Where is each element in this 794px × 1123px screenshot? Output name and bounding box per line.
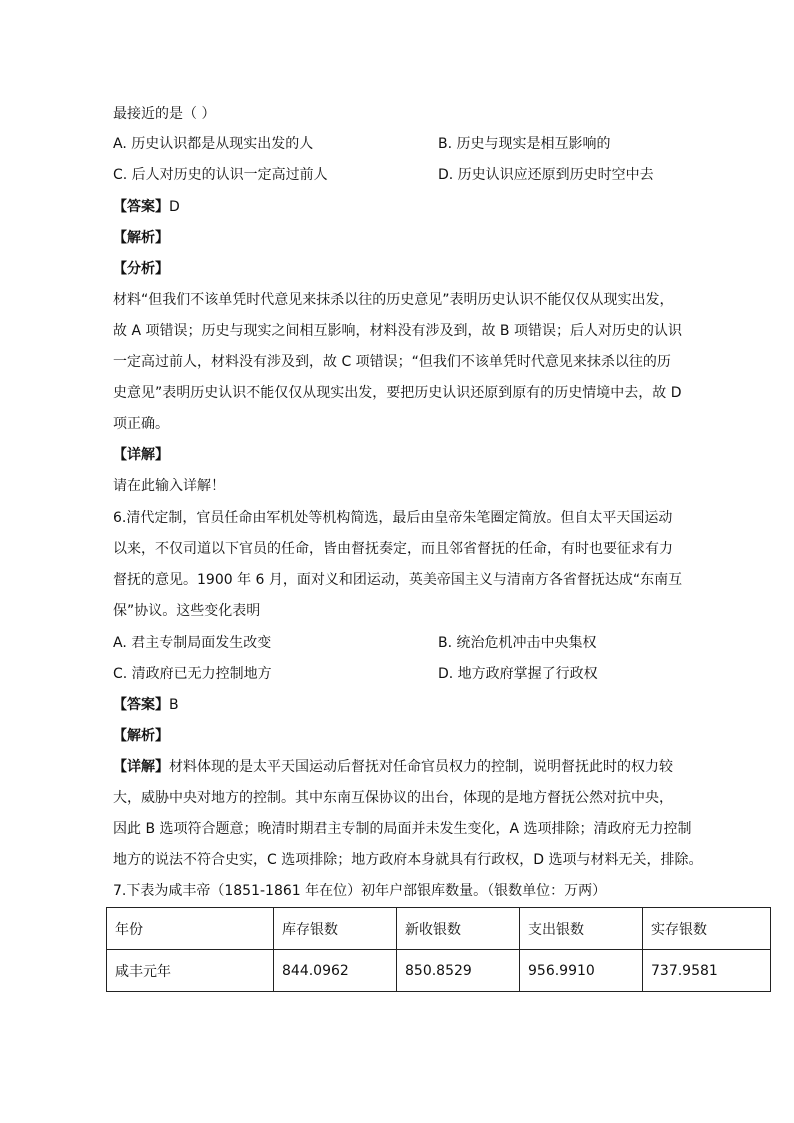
q5-detail-label: 【详解】 — [113, 447, 169, 463]
q5-option-b: B. 历史与现实是相互影响的 — [438, 136, 611, 152]
q6-detail-text: 材料体现的是太平天国运动后督抚对任命官员权力的控制，说明督抚此时的权力较 — [169, 759, 673, 775]
table-header-cell: 支出银数 — [520, 908, 643, 950]
q5-option-d: D. 历史认识应还原到历史时空中去 — [438, 167, 654, 183]
q6-option-c: C. 清政府已无力控制地方 — [113, 666, 272, 682]
q6-detail-line — [113, 757, 673, 777]
table-cell: 956.9910 — [520, 950, 643, 992]
q6-detail-line: 地方的说法不符合史实，C 选项排除；地方政府本身就具有行政权，D 选项与材料无关，排除。 — [113, 852, 703, 868]
table-cell: 737.9581 — [643, 950, 771, 992]
table-cell: 850.8529 — [397, 950, 520, 992]
table-header-cell: 库存银数 — [274, 908, 397, 950]
q5-detail-text: 请在此输入详解！ — [113, 478, 225, 494]
q6-option-a: A. 君主专制局面发生改变 — [113, 635, 272, 651]
q6-detail-label: 【详解】 — [113, 759, 169, 775]
q6-answer-value: B — [169, 697, 179, 713]
q5-fenxi-line: 一定高过前人，材料没有涉及到，故 C 项错误；“但我们不该单凭时代意见来抹杀以往的历 — [113, 354, 671, 370]
q6-detail-line: 大，威胁中央对地方的控制。其中东南互保协议的出台，体现的是地方督抚公然对抗中央， — [113, 790, 673, 806]
q6-option-b: B. 统治危机冲击中央集权 — [438, 635, 597, 651]
table-cell: 咸丰元年 — [107, 950, 274, 992]
q6-analysis-label: 【解析】 — [113, 728, 169, 744]
q5-option-c: C. 后人对历史的认识一定高过前人 — [113, 167, 328, 183]
q5-answer-label: 【答案】 — [113, 199, 169, 215]
q5-answer-value: D — [169, 199, 180, 215]
q6-stem-line: 督抚的意见。1900 年 6 月，面对义和团运动，英美帝国主义与清南方各省督抚达成“东南互 — [113, 572, 683, 588]
q5-fenxi-label: 【分析】 — [113, 261, 169, 277]
q6-option-d: D. 地方政府掌握了行政权 — [438, 666, 598, 682]
q6-stem-line: 以来，不仅司道以下官员的任命，皆由督抚奏定，而且邻省督抚的任命，有时也要征求有力 — [113, 541, 673, 557]
table-header-cell: 年份 — [107, 908, 274, 950]
silver-treasury-table — [106, 907, 771, 992]
q6-stem-line: 6.清代定制，官员任命由军机处等机构简选，最后由皇帝朱笔圈定简放。但自太平天国运动 — [113, 510, 673, 526]
q5-fenxi-line: 材料“但我们不该单凭时代意见来抹杀以往的历史意见”表明历史认识不能仅仅从现实出发， — [113, 292, 674, 308]
q6-stem-line: 保”协议。这些变化表明 — [113, 603, 261, 619]
q5-stem-tail: 最接近的是（ ） — [113, 106, 216, 122]
table-header-cell: 实存银数 — [643, 908, 771, 950]
q5-fenxi-line: 项正确。 — [113, 416, 169, 432]
q6-answer — [113, 695, 179, 715]
q7-stem: 7.下表为咸丰帝（1851-1861 年在位）初年户部银库数量。（银数单位：万两） — [113, 883, 607, 899]
table-row — [107, 950, 771, 992]
q5-fenxi-line: 史意见”表明历史认识不能仅仅从现实出发，要把历史认识还原到原有的历史情境中去，故 D — [113, 385, 682, 401]
table-header-cell: 新收银数 — [397, 908, 520, 950]
q5-option-a: A. 历史认识都是从现实出发的人 — [113, 136, 314, 152]
q6-detail-line: 因此 B 选项符合题意；晚清时期君主专制的局面并未发生变化，A 选项排除；清政府无力控制 — [113, 821, 692, 837]
table-cell: 844.0962 — [274, 950, 397, 992]
q6-answer-label: 【答案】 — [113, 697, 169, 713]
table-header-row — [107, 908, 771, 950]
q5-answer — [113, 197, 180, 217]
q5-analysis-label: 【解析】 — [113, 230, 169, 246]
q5-fenxi-line: 故 A 项错误；历史与现实之间相互影响，材料没有涉及到，故 B 项错误；后人对历史的认识 — [113, 323, 682, 339]
